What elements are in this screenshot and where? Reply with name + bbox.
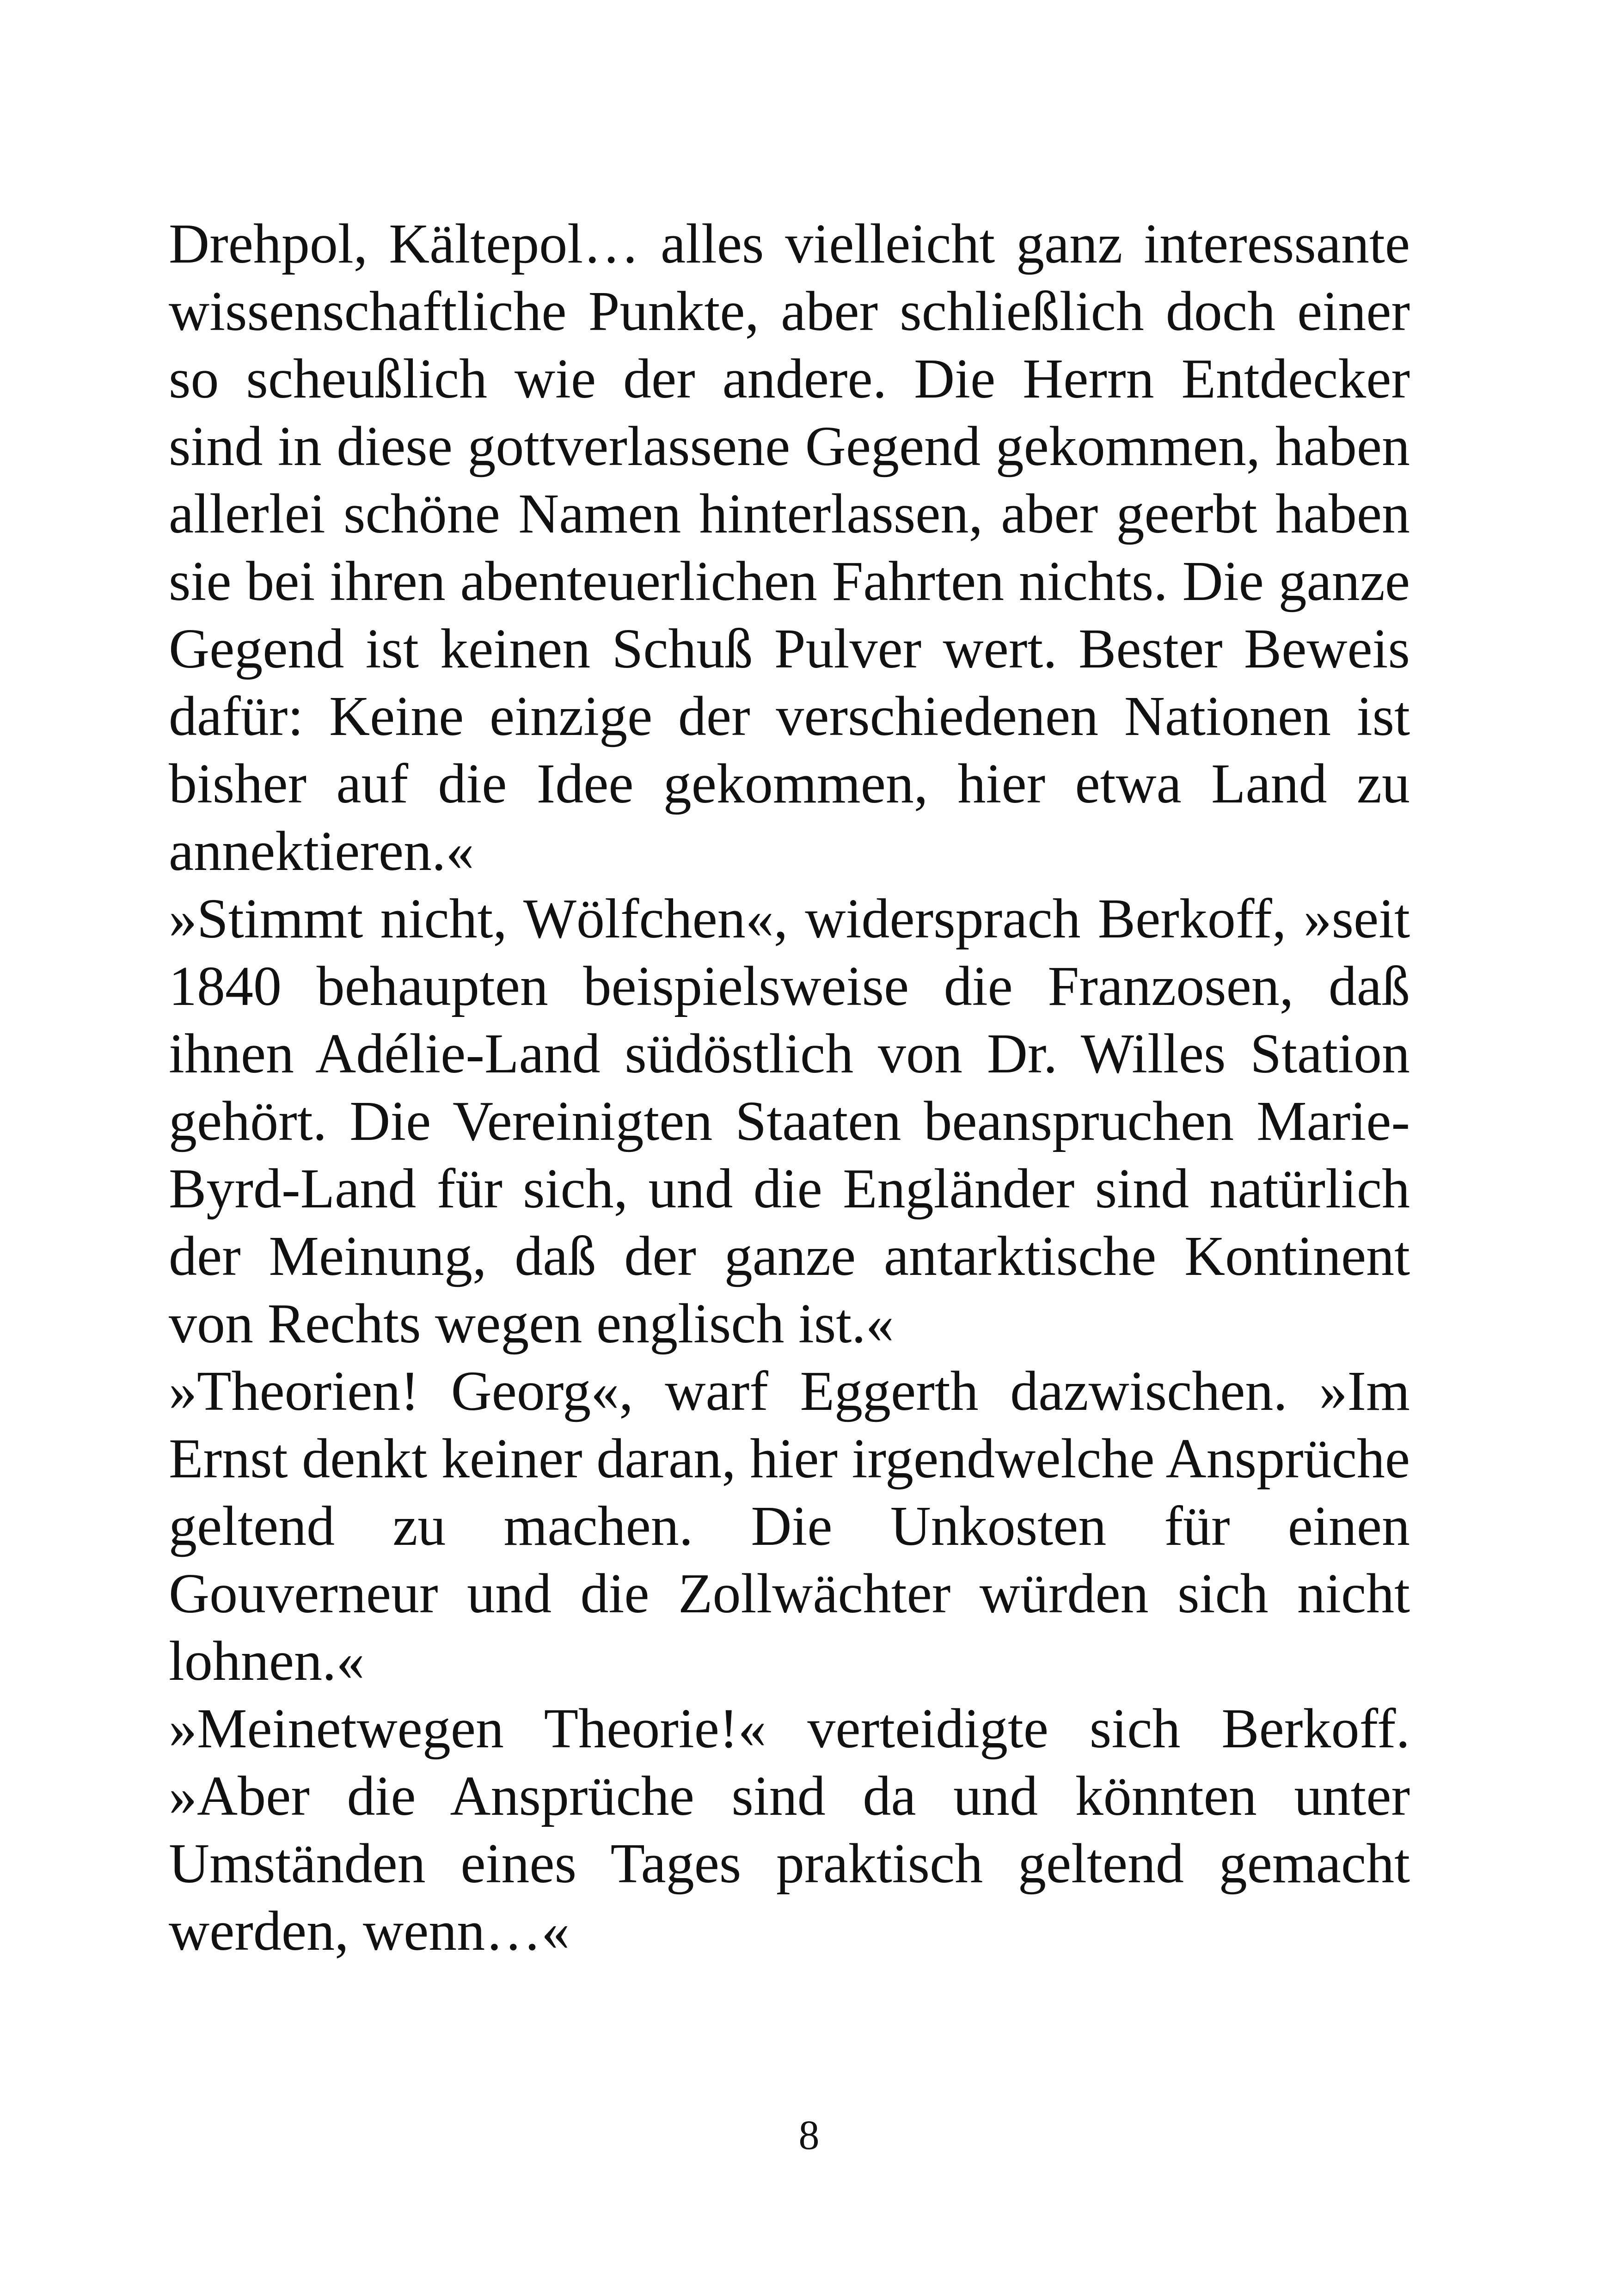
page-number: 8 bbox=[798, 2112, 820, 2158]
body-text bbox=[169, 210, 1410, 1965]
paragraph-2: »Stimmt nicht, Wölfchen«, widersprach Berkoff, »seit 1840 behaupten beispielsweise die Franzosen, daß ihnen Adélie-Land südöstlich von Dr. Willes Station gehört. Die Vereinigten Staaten beanspruchen Marie-Byrd-Land für sich, und die Engländer sind natürlich der Meinung, daß der ganze antarktische Kontinent von Rechts wegen englisch ist.« bbox=[169, 888, 1410, 1355]
paragraph-1: Drehpol, Kältepol… alles vielleicht ganz interessante wissenschaftliche Punkte, aber schließlich doch einer so scheußlich wie der andere. Die Herrn Entdecker sind in diese gottverlassene Gegend gekommen, haben allerlei schöne Namen hinterlassen, aber geerbt haben sie bei ihren abenteuerlichen Fahrten nichts. Die ganze Gegend ist keinen Schuß Pulver wert. Bester Beweis dafür: Keine einzige der verschiedenen Nationen ist bisher auf die Idee gekommen, hier etwa Land zu annektieren.« bbox=[169, 213, 1410, 882]
paragraph-4: »Meinetwegen Theorie!« verteidigte sich Berkoff. »Aber die Ansprüche sind da und könnten unter Umständen eines Tages praktisch geltend gemacht werden, wenn…« bbox=[169, 1697, 1410, 1962]
paragraph-3: »Theorien! Georg«, warf Eggerth dazwischen. »Im Ernst denkt keiner daran, hier irgendwelche Ansprüche geltend zu machen. Die Unkosten für einen Gouverneur und die Zollwächter würden sich nicht lohnen.« bbox=[169, 1360, 1410, 1692]
